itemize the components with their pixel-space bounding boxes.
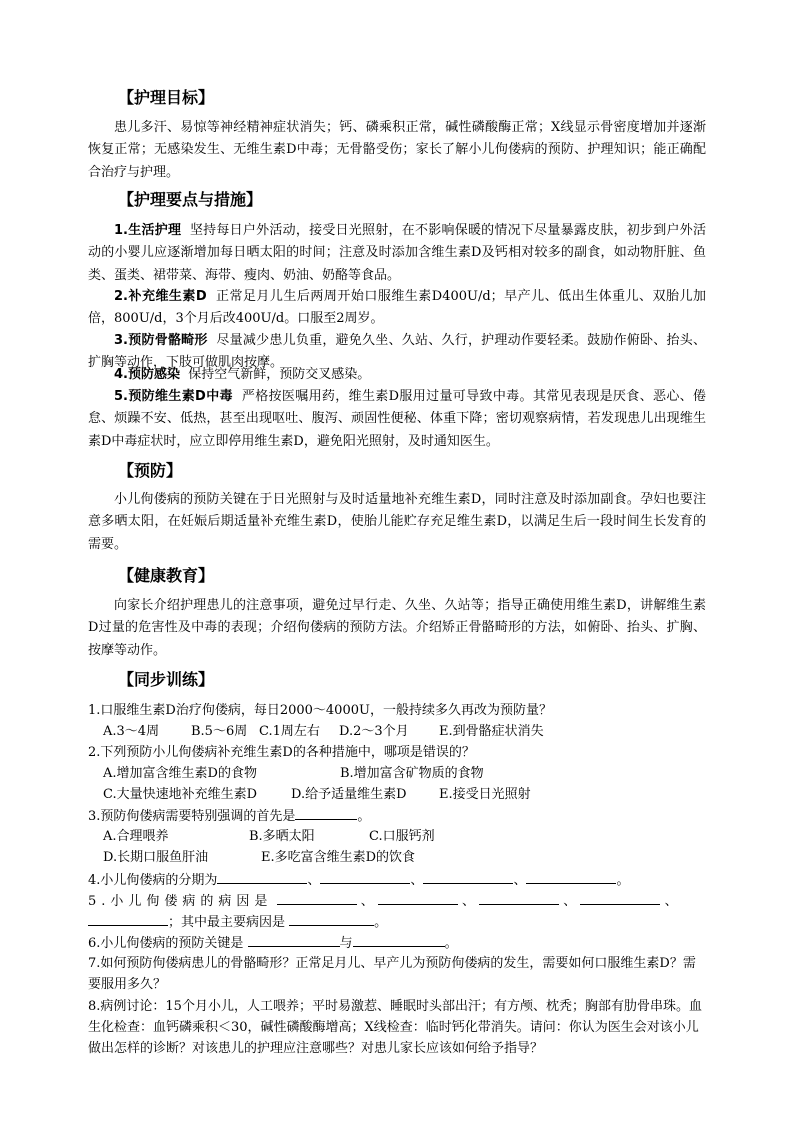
measure-title: 1.生活护理: [114, 223, 182, 238]
option: D.长期口服鱼肝油: [103, 850, 209, 865]
answer-blank[interactable]: [295, 805, 357, 820]
question-2: 2.下列预防小儿佝偻病补充维生素D的各种措施中，哪项是错误的？: [88, 745, 475, 760]
punct: 、: [360, 894, 374, 909]
question-5-text: 5.小儿佝偻病的病因是: [88, 894, 273, 909]
question-5-text: ；其中最主要病因是: [168, 915, 286, 930]
answer-blank[interactable]: [289, 911, 374, 926]
measure-title: 5.预防维生素D中毒: [114, 389, 233, 404]
option: E.接受日光照射: [439, 787, 531, 802]
answer-blank[interactable]: [88, 911, 168, 926]
measure-text: 正常足月儿生后两周开始口服维生素D400U/d；早产儿、低出生体重儿、双胎儿加倍，800U/d，3个月后改400U/d。口服至2周岁。: [88, 289, 707, 327]
option: C.1周左右: [259, 724, 320, 739]
question-6-text: 6.小儿佝偻病的预防关键是: [88, 936, 244, 951]
measure-item: [88, 220, 706, 287]
question-6: [88, 932, 708, 954]
measure-item: [88, 386, 706, 453]
answer-blank[interactable]: [479, 890, 559, 905]
punct: 。: [374, 915, 388, 930]
answer-blank[interactable]: [526, 869, 616, 884]
punct: 、: [563, 894, 577, 909]
option: D.给予适量维生素D: [291, 787, 407, 802]
punct: 。: [616, 873, 630, 888]
option: A.增加富含维生素D的食物: [103, 766, 257, 781]
measure-title: 2.补充维生素D: [114, 289, 207, 304]
question-2-options: [88, 784, 723, 805]
punct: 、: [410, 873, 424, 888]
answer-blank[interactable]: [217, 869, 307, 884]
measure-title: 3.预防骨骼畸形: [114, 333, 208, 348]
option: E.多吃富含维生素D的饮食: [261, 850, 416, 865]
punct: 、: [664, 894, 678, 909]
measure-item: [88, 364, 706, 386]
answer-blank[interactable]: [423, 869, 513, 884]
question-1-options: [88, 721, 723, 742]
question-3: [88, 805, 708, 827]
option: E.到骨骼症状消失: [439, 724, 544, 739]
question-1: 1.口服维生素D治疗佝偻病，每日2000～4000U，一般持续多久再改为预防量？: [88, 703, 552, 718]
measure-text: 尽量减少患儿负重，避免久坐、久站、久行，护理动作要轻柔。鼓励作俯卧、抬头、扩胸等动作，下肢可做肌肉按摩。: [88, 333, 706, 371]
question-7: 7.如何预防佝偻病患儿的骨骼畸形？正常足月儿、早产儿为预防佝偻病的发生，需要如何口服维生素D？需要服用多久？: [88, 956, 696, 992]
option: D.2～3个月: [339, 724, 409, 739]
punct: 、: [513, 873, 527, 888]
measure-text: 坚持每日户外活动，接受日光照射，在不影响保暖的情况下尽量暴露皮肤，初步到户外活动的小婴儿应逐渐增加每日晒太阳的时间；注意及时添加含维生素D及钙相对较多的副食，如动物肝脏、鱼类、蛋类、裙带菜、海带、瘦肉、奶油、奶酪等食品。: [88, 223, 707, 283]
option: A.合理喂养: [103, 829, 169, 844]
measures-heading: 【护理要点与措施】: [118, 190, 263, 209]
education-text: 向家长介绍护理患儿的注意事项，避免过早行走、久坐、久站等；指导正确使用维生素D，讲解维生素D过量的危害性及中毒的表现；介绍佝偻病的预防方法。介绍矫正骨骼畸形的方法，如俯卧、抬头、扩胸、按摩等动作。: [88, 598, 706, 658]
question-3-text: 3.预防佝偻病需要特别强调的首先是: [88, 809, 296, 824]
option: B.增加富含矿物质的食物: [340, 766, 484, 781]
punct: 与: [339, 936, 353, 951]
measure-item: [88, 286, 706, 331]
question-5-cont: [88, 911, 708, 933]
question-3-options: [88, 847, 723, 868]
goal-text: 患儿多汗、易惊等神经精神症状消失；钙、磷乘积正常，碱性磷酸酶正常；X线显示骨密度增加并逐渐恢复正常；无感染发生、无维生素D中毒；无骨骼受伤；家长了解小儿佝偻病的预防、护理知识；能正确配合治疗与护理。: [88, 120, 706, 180]
punct: 。: [357, 809, 371, 824]
prevention-text: 小儿佝偻病的预防关键在于日光照射与及时适量地补充维生素D，同时注意及时添加副食。孕妇也要注意多晒太阳，在妊娠后期适量补充维生素D，使胎儿能贮存充足维生素D，以满足生后一段时间生长发育的需要。: [88, 492, 706, 552]
question-5: [88, 890, 708, 912]
question-4-text: 4.小儿佝偻病的分期为: [88, 873, 218, 888]
measure-title: 4.预防感染: [114, 367, 180, 382]
answer-blank[interactable]: [353, 932, 445, 947]
question-8: 8.病例讨论：15个月小儿，人工喂养；平时易激惹、睡眠时头部出汗；有方颅、枕秃；胸部有肋骨串珠。血生化检查：血钙磷乘积＜30，碱性磷酸酶增高；X线检查：临时钙化带消失。请问：你认为医生会对该小儿做出怎样的诊断？对该患儿的护理应注意哪些？对患儿家长应该如何给予指导？: [88, 999, 702, 1056]
question-3-options: [88, 826, 723, 847]
option: B.5～6周: [191, 724, 248, 739]
answer-blank[interactable]: [320, 869, 410, 884]
punct: 、: [307, 873, 321, 888]
question-2-options: [88, 763, 723, 784]
prevention-heading: 【预防】: [118, 461, 183, 480]
answer-blank[interactable]: [378, 890, 458, 905]
option: B.多晒太阳: [249, 829, 315, 844]
education-heading: 【健康教育】: [118, 566, 215, 585]
answer-blank[interactable]: [580, 890, 660, 905]
option: A.3～4周: [103, 724, 160, 739]
training-heading: 【同步训练】: [118, 670, 215, 689]
answer-blank[interactable]: [277, 890, 357, 905]
punct: 、: [461, 894, 475, 909]
measure-text: 严格按医嘱用药，维生素D服用过量可导致中毒。其常见表现是厌食、恶心、倦怠、烦躁不安、低热，甚至出现呕吐、腹泻、顽固性便秘、体重下降；密切观察病情，若发现患儿出现维生素D中毒症状时，应立即停用维生素D，避免阳光照射，及时通知医生。: [88, 389, 707, 449]
goal-heading: 【护理目标】: [118, 88, 215, 107]
question-4: [88, 869, 708, 891]
punct: 。: [444, 936, 458, 951]
option: C.大量快速地补充维生素D: [103, 787, 258, 802]
answer-blank[interactable]: [248, 932, 340, 947]
measure-text: 保持空气新鲜，预防交叉感染。: [188, 367, 371, 382]
option: C.口服钙剂: [369, 829, 435, 844]
